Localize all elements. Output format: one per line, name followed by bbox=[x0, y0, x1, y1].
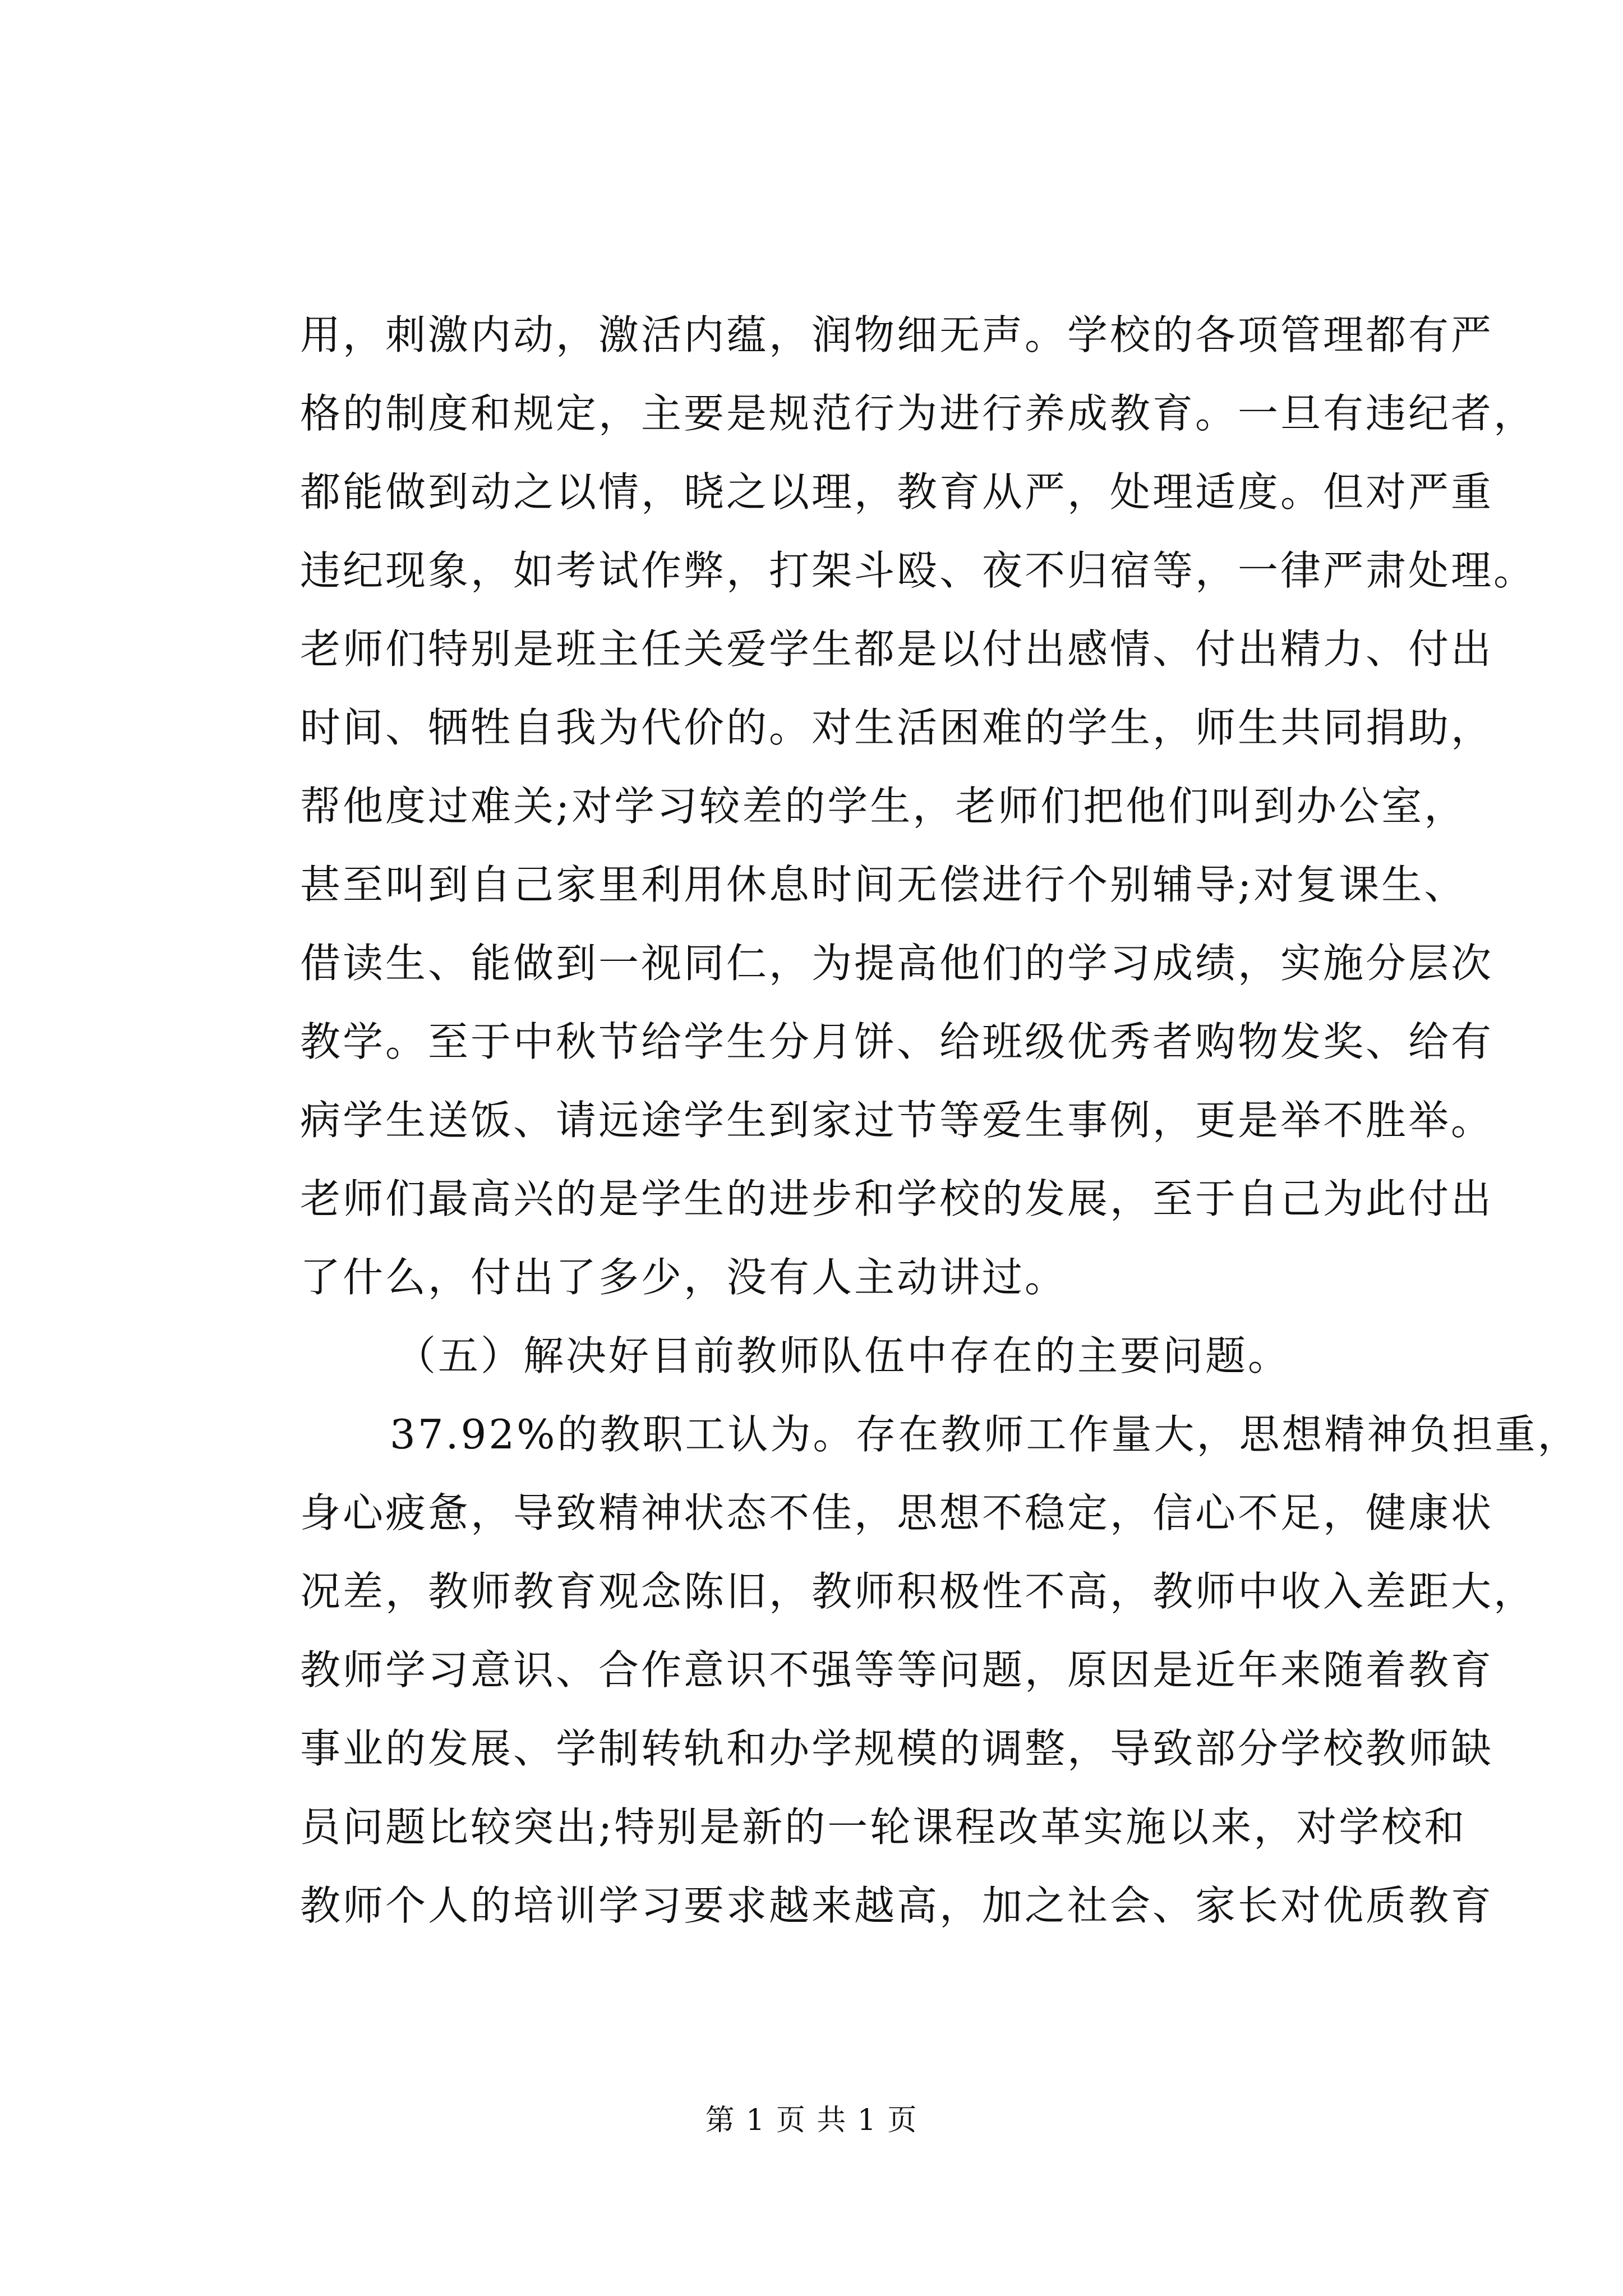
text-line: 教学。至于中秋节给学生分月饼、给班级优秀者购物发奖、给有 bbox=[300, 1018, 1494, 1065]
text-line: 格的制度和规定，主要是规范行为进行养成教育。一旦有违纪者， bbox=[300, 390, 1537, 437]
text-line: 用，刺激内动，激活内蕴，润物细无声。学校的各项管理都有严 bbox=[300, 311, 1494, 358]
text-line: 员问题比较突出;特别是新的一轮课程改革实施以来，对学校和 bbox=[300, 1803, 1467, 1851]
text-line: 时间、牺牲自我为代价的。对生活困难的学生，师生共同捐助， bbox=[300, 704, 1494, 751]
text-line: 违纪现象，如考试作弊，打架斗殴、夜不归宿等，一律严肃处理。 bbox=[300, 547, 1537, 594]
document-body bbox=[300, 296, 1580, 1945]
text-line: 教师学习意识、合作意识不强等等问题，原因是近年来随着教育 bbox=[300, 1646, 1494, 1694]
text-line: 老师们最高兴的是学生的进步和学校的发展，至于自己为此付出 bbox=[300, 1175, 1494, 1222]
paragraph-start-line: 37.92%的教职工认为。存在教师工作量大，思想精神负担重， bbox=[390, 1411, 1580, 1458]
text-line: 教师个人的培训学习要求越来越高，加之社会、家长对优质教育 bbox=[300, 1882, 1494, 1929]
text-line: 帮他度过难关;对学习较差的学生，老师们把他们叫到办公室， bbox=[300, 783, 1467, 830]
text-line: 了什么，付出了多少，没有人主动讲过。 bbox=[300, 1254, 1068, 1301]
text-line: 借读生、能做到一视同仁，为提高他们的学习成绩，实施分层次 bbox=[300, 940, 1494, 987]
text-line: 身心疲惫，导致精神状态不佳，思想不稳定，信心不足，健康状 bbox=[300, 1489, 1494, 1536]
text-line: 都能做到动之以情，晓之以理，教育从严，处理适度。但对严重 bbox=[300, 468, 1494, 516]
text-line: 况差，教师教育观念陈旧，教师积极性不高，教师中收入差距大， bbox=[300, 1568, 1537, 1615]
text-line: 老师们特别是班主任关爱学生都是以付出感情、付出精力、付出 bbox=[300, 625, 1494, 673]
text-line: 事业的发展、学制转轨和办学规模的调整，导致部分学校教师缺 bbox=[300, 1725, 1494, 1772]
page-number: 第 1 页 共 1 页 bbox=[705, 2104, 918, 2137]
text-line: 甚至叫到自己家里利用休息时间无偿进行个别辅导;对复课生、 bbox=[300, 861, 1467, 908]
text-line: 病学生送饭、请远途学生到家过节等爱生事例，更是举不胜举。 bbox=[300, 1097, 1494, 1144]
section-heading: （五）解决好目前教师队伍中存在的主要问题。 bbox=[395, 1332, 1291, 1379]
